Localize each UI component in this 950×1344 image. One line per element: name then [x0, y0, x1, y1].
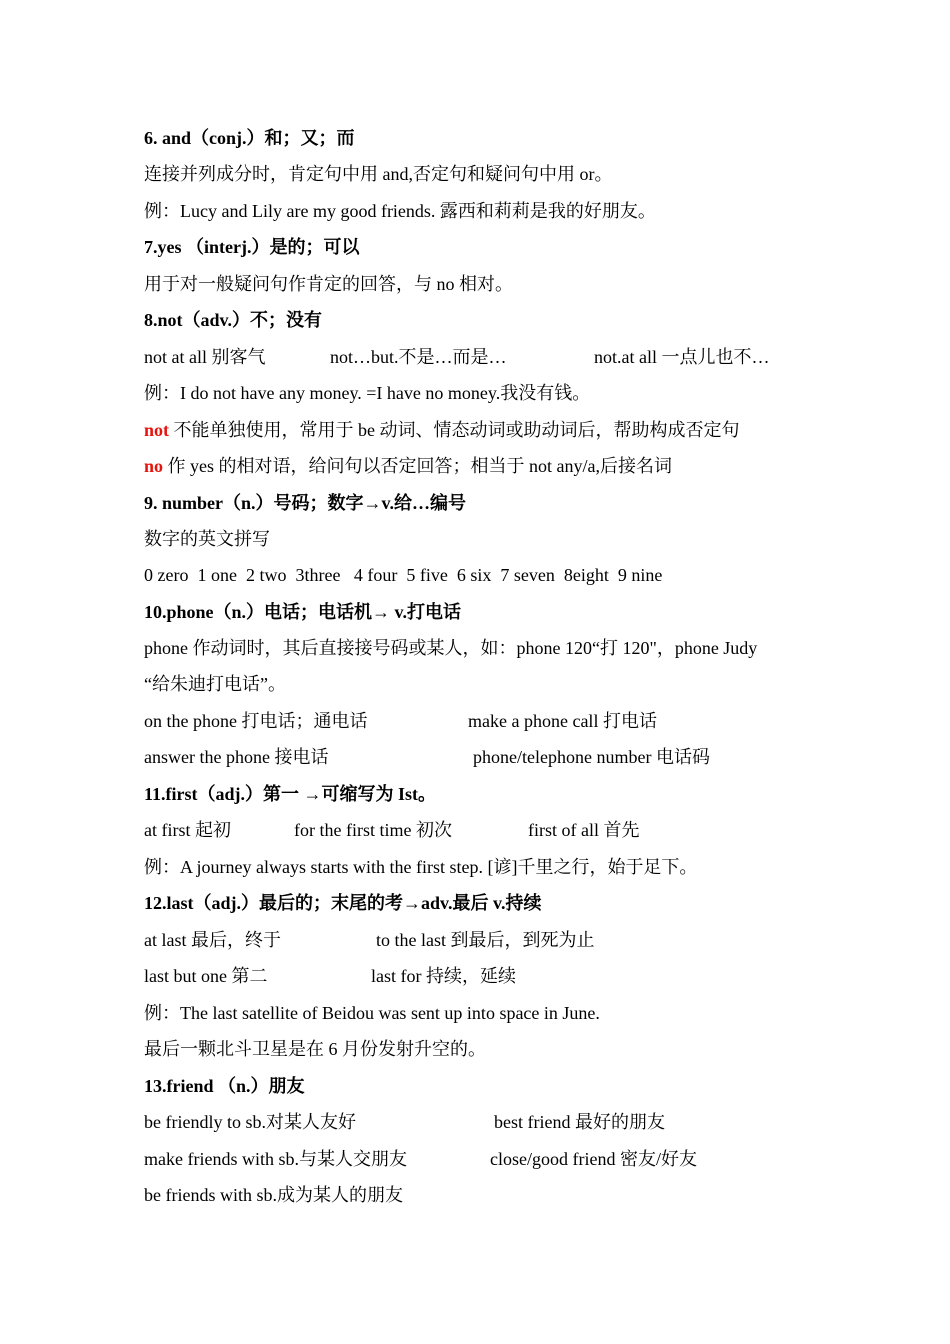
note-no-text: 作 yes 的相对语，给问句以否定回答；相当于 not any/a,后接名词	[163, 456, 672, 476]
phrases-not	[144, 339, 890, 375]
phrase-to-the-last: to the last 到最后，到死为止	[376, 930, 595, 950]
subtitle-number: 数字的英文拼写	[144, 529, 270, 549]
phrases-friend-row2	[144, 1141, 890, 1177]
heading-and: 6. and（conj.）和；又；而	[144, 128, 355, 148]
note-not-text: 不能单独使用，常用于 be 动词、情态动词或助动词后，帮助构成否定句	[169, 420, 740, 440]
phrase-last-but-one: last but one 第二	[144, 966, 268, 986]
phrases-friend-row1	[144, 1104, 890, 1140]
phrase-close-good-friend: close/good friend 密友/好友	[490, 1149, 697, 1169]
note-no	[144, 448, 890, 484]
phrase-first-time: for the first time 初次	[294, 820, 452, 840]
heading-last: 12.last（adj.）最后的；末尾的考→adv.最后 v.持续	[144, 893, 542, 913]
note-not	[144, 412, 890, 448]
example-first: 例：A journey always starts with the first step. [谚]千里之行，始于足下。	[144, 857, 698, 877]
phrase-not-at-all: not at all 别客气	[144, 347, 266, 367]
keyword-no: no	[144, 456, 164, 476]
heading-yes: 7.yes （interj.）是的；可以	[144, 237, 360, 257]
heading-number: 9. number（n.）号码；数字→v.给…编号	[144, 493, 467, 513]
phrases-phone-row2	[144, 739, 890, 775]
usage-phone-2: “给朱迪打电话”。	[144, 674, 286, 694]
phrase-on-the-phone: on the phone 打电话；通电话	[144, 711, 368, 731]
phrase-at-last: at last 最后，终于	[144, 930, 281, 950]
example-not: 例：I do not have any money. =I have no money.我没有钱。	[144, 383, 591, 403]
usage-and: 连接并列成分时，肯定句中用 and,否定句和疑问句中用 or。	[144, 164, 613, 184]
phrases-first	[144, 812, 890, 848]
example-last-cn: 最后一颗北斗卫星是在 6 月份发射升空的。	[144, 1039, 486, 1059]
phrase-best-friend: best friend 最好的朋友	[494, 1112, 665, 1132]
phrase-first-of-all: first of all 首先	[528, 820, 640, 840]
phrase-make-friends-with: make friends with sb.与某人交朋友	[144, 1149, 407, 1169]
digits-spelling: 0 zero 1 one 2 two 3three 4 four 5 five 6 six 7 seven 8eight 9 nine	[144, 565, 663, 585]
phrases-last-row2	[144, 958, 890, 994]
phrase-at-first: at first 起初	[144, 820, 231, 840]
heading-phone: 10.phone（n.）电话；电话机→ v.打电话	[144, 602, 462, 622]
phrase-not-at-all-2: not.at all 一点儿也不…	[594, 347, 770, 367]
heading-first: 11.first（adj.）第一 →可缩写为 Ist。	[144, 784, 436, 804]
keyword-not: not	[144, 420, 170, 440]
phrases-phone-row1	[144, 703, 890, 739]
phrase-last-for: last for 持续，延续	[371, 966, 516, 986]
example-last: 例：The last satellite of Beidou was sent up into space in June.	[144, 1003, 600, 1023]
phrase-answer-the-phone: answer the phone 接电话	[144, 747, 329, 767]
phrase-be-friendly-to: be friendly to sb.对某人友好	[144, 1112, 356, 1132]
phrase-be-friends-with: be friends with sb.成为某人的朋友	[144, 1185, 403, 1205]
phrase-not-but: not…but.不是…而是…	[330, 347, 507, 367]
phrase-phone-number: phone/telephone number 电话码	[473, 747, 710, 767]
phrase-make-a-phone-call: make a phone call 打电话	[468, 711, 657, 731]
heading-friend: 13.friend （n.）朋友	[144, 1076, 305, 1096]
heading-not: 8.not（adv.）不；没有	[144, 310, 323, 330]
usage-phone-1: phone 作动词时，其后直接接号码或某人，如：phone 120“打 120"，phone Judy	[144, 638, 758, 658]
phrases-last-row1	[144, 922, 890, 958]
example-and: 例：Lucy and Lily are my good friends. 露西和莉莉是我的好朋友。	[144, 201, 656, 221]
usage-yes: 用于对一般疑问句作肯定的回答，与 no 相对。	[144, 274, 513, 294]
